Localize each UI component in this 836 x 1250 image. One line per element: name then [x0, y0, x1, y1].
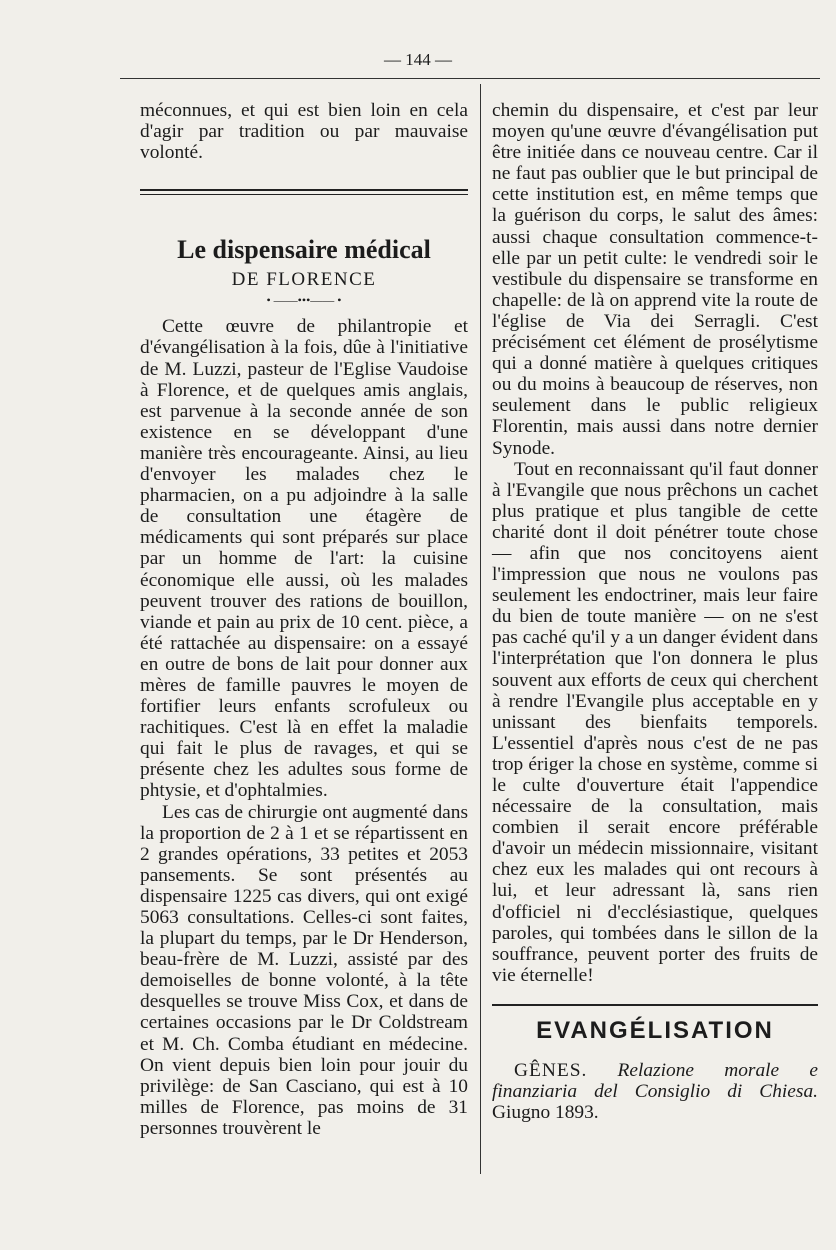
genes-place: GÊNES. — [514, 1059, 588, 1081]
header-rule — [120, 78, 820, 79]
genes-title: Relazione morale e finanziaria del Consiglio di Chiesa. — [492, 1059, 818, 1103]
article-subtitle: DE FLORENCE — [231, 269, 377, 291]
continued-paragraph: chemin du dispensaire, et c'est par leur moyen qu'une œuvre d'évangélisation put être initiée dans ce nouveau centre. Car il ne faut pas oublier que le but principal de cette institution est, en même temps que la guérison du corps, le salut des âmes: aussi chaque consultation commence-t-elle par un petit culte: le vendredi soir le vestibule du dispensaire se transforme en chapelle: de là on apprend vite la route de l'église de Via dei Serragli. C'est précisément cet élément de prosélytisme qui a donné matière à quelques critiques ou du moins à beaucoup de réserves, non seulement dans le public religieux Florentin, mais aussi dans notre dernier Synode. — [492, 100, 818, 459]
left-column — [140, 100, 468, 1139]
right-column — [492, 100, 818, 1123]
section-divider — [140, 189, 468, 195]
intro-paragraph: méconnues, et qui est bien loin en cela d'agir par tradition ou par mauvaise volonté. — [140, 100, 468, 164]
article-paragraph-3: Tout en reconnaissant qu'il faut donner à l'Evangile que nous prêchons un cachet plus pratique et plus tangible de cette charité dont il doit pénétrer toute chose — afin que nos concitoyens aient l'impression que nous ne voulons pas seulement les endoctriner, mais leur faire du bien de toute manière — on ne s'est pas caché qu'il y a un danger évident dans l'interprétation que l'on donnera le plus souvent aux efforts de ceux qui cherchent à rendre l'Evangile plus acceptable en y unissant des bienfaits temporels. L'essentiel d'après nous c'est de ne pas trop ériger la chose en système, comme si le culte d'ouverture était l'appendice nécessaire de la consultation, mais combien il serait encore préférable d'avoir un médecin missionnaire, visitant chez eux les malades qui ont recours à lui, et leur adressant là, sans rien d'officiel ni d'ecclésiastique, quelques paroles, qui tombées dans le sillon de la souffrance, peuvent porter des fruits de vie éternelle! — [492, 458, 818, 986]
article-title: Le dispensaire médical — [177, 235, 431, 265]
section-rule — [492, 1004, 818, 1006]
genes-entry — [492, 1060, 818, 1123]
page-number: — 144 — — [384, 50, 452, 69]
article-paragraph-2: Les cas de chirurgie ont augmenté dans la proportion de 2 à 1 et se répartissent en 2 grandes opérations, 33 petites et 2053 pansements. Se sont présentés au dispensaire 1225 cas divers, qui ont exigé 5063 consultations. Celles-ci sont faites, la plupart du temps, par le Dr Henderson, beau-frère de M. Luzzi, assisté par des demoiselles de bonne volonté, à la tête desquelles se trouve Miss Cox, et dans de certaines occasions par le Dr Coldstream et M. Ch. Comba étudiant en médecine. On vient depuis bien loin pour jouir du privilège: de San Casciano, qui est à 10 milles de Florence, pas moins de 31 personnes trouvèrent le — [140, 801, 468, 1139]
ornament: • ——•••—— • — [266, 293, 342, 308]
section-title: EVANGÉLISATION — [536, 1016, 774, 1044]
genes-date: Giugno 1893. — [492, 1102, 599, 1124]
article-paragraph-1: Cette œuvre de philantropie et d'évangélisation à la fois, dûe à l'initiative de M. Luzzi, pasteur de l'Eglise Vaudoise à Florence, et de quelques amis anglais, est parvenue à la seconde année de son existence en se développant d'une manière très encourageante. Ainsi, au lieu d'envoyer les malades chez le pharmacien, on a pu adjoindre à la salle de consultation une étagère de médicaments qui sont préparés sur place par un homme de l'art: la cuisine économique elle aussi, où les malades peuvent trouver des rations de bouillon, viande et pain au prix de 10 cent. pièce, a été rattachée au dispensaire: on a essayé en outre de bons de lait pour donner aux mères de famille pauvres le moyen de fortifier leurs enfants scrofuleux ou rachitiques. C'est là en effet la maladie qui fait le plus de ravages, et qui se présente chez les adultes sous forme de phtysie, et d'ophtalmies. — [140, 316, 468, 802]
column-divider — [480, 84, 481, 1174]
